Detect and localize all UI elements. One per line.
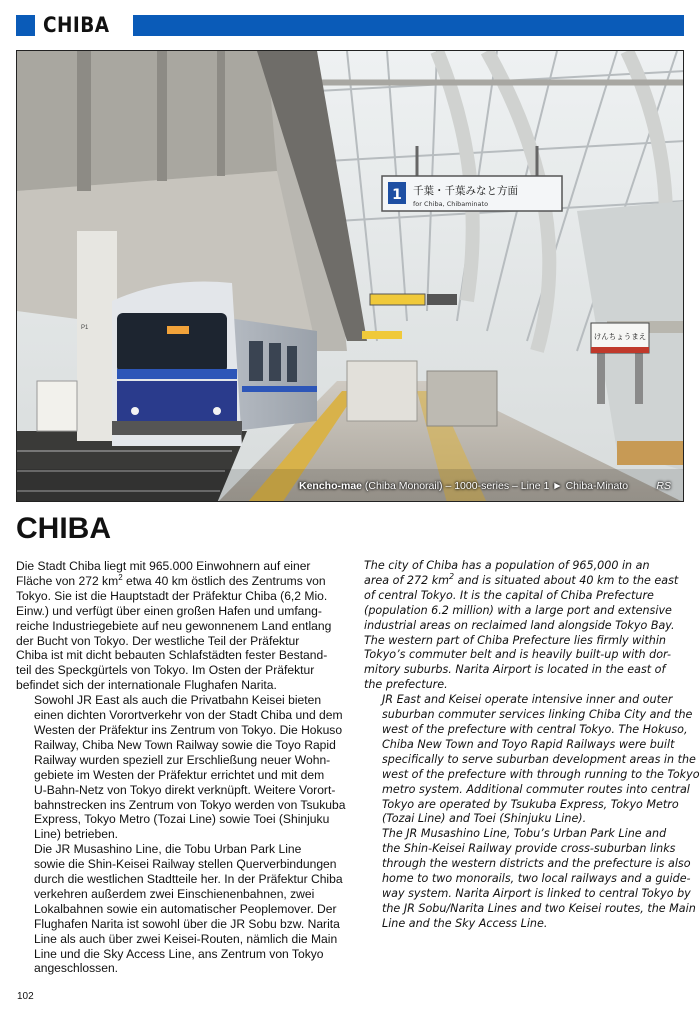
english-paragraph-2	[364, 693, 700, 827]
text-line: (population 6.2 million) with a large port and extensive	[364, 603, 672, 617]
sign-english: for Chiba, Chibaminato	[413, 200, 489, 208]
text-line: verkehren außerdem zwei Einschienenbahnen, zwei	[34, 886, 315, 901]
german-paragraph-1	[16, 559, 346, 693]
text-line: Einw.) und verfügt über einen großen Hafen und umfang-	[16, 603, 322, 618]
text-line: west of the prefecture with central Tokyo. The Hokuso,	[382, 722, 688, 736]
text-line: the Shin-Keisei Railway provide cross-suburban links	[382, 842, 676, 856]
text-line: durch die westlichen Stadtteile her. In der Präfektur Chiba	[34, 872, 343, 887]
german-paragraph-3	[16, 842, 346, 976]
header-square	[16, 15, 35, 36]
photo-credit: RS	[656, 480, 671, 492]
text-line: The city of Chiba has a population of 965,000 in an	[364, 559, 650, 572]
text-line: of central Tokyo. It is the capital of Chiba Prefecture	[364, 588, 654, 602]
text-line: through the western districts and the prefecture is also	[382, 857, 691, 871]
caption-station: Kencho-mae	[299, 480, 363, 492]
text-line: the JR Sobu/Narita Lines and two Keisei routes, the Main	[382, 901, 696, 915]
caption-details: (Chiba Monorail) – 1000-series – Line 1 ► Chiba-Minato	[362, 480, 629, 492]
platform-label: P1	[81, 325, 89, 331]
text-line: bahnstrecken ins Zentrum von Tokyo werden von Tsukuba	[34, 797, 346, 812]
text-line: Lokalbahnen sowie ein automatischer Peoplemover. Der	[34, 901, 337, 916]
text-line: specifically to serve suburban development areas in the	[382, 752, 696, 766]
text-line: Flughafen Narita ist sowohl über die JR Sobu bzw. Narita	[34, 916, 340, 931]
text-line: befindet sich der internationale Flughafen Narita.	[16, 678, 277, 693]
text-line: U-Bahn-Netz von Tokyo direkt verknüpft. Weitere Vorort-	[34, 782, 336, 797]
station-photo	[16, 50, 684, 502]
text-line: Die Stadt Chiba liegt mit 965.000 Einwohnern auf einer	[16, 559, 311, 573]
text-line: the prefecture.	[364, 678, 448, 692]
text-line: The western part of Chiba Prefecture lies firmly within	[364, 633, 666, 647]
text-line: gebiete im Westen der Präfektur errichtet und mit dem	[34, 767, 325, 782]
text-line: home to two monorails, two local railways and a guide-	[382, 872, 691, 886]
text-line: der Bucht von Tokyo. Der westliche Teil der Präfektur	[16, 633, 300, 648]
text-line: Express, Tokyo Metro (Tozai Line) sowie Toei (Shinjuku	[34, 812, 330, 827]
english-column	[364, 559, 700, 932]
text-line: suburban commuter services linking Chiba City and the	[382, 708, 693, 722]
section-title: CHIBA	[43, 13, 110, 37]
text-line: Line als auch über zwei Keisei-Routen, nämlich die Main	[34, 931, 338, 946]
text-line: angeschlossen.	[34, 961, 119, 976]
text-line: reiche Industriegebiete auf neu gewonnenem Land entlang	[16, 618, 332, 633]
text-line: west of the prefecture with through running to the Tokyo	[382, 767, 700, 781]
page-number: 102	[17, 991, 34, 1002]
german-column	[16, 559, 346, 976]
station-name-japanese: けんちょうまえ	[593, 332, 647, 341]
photo-caption	[299, 480, 628, 492]
text-line: teil des Speckgürtels von Tokyo. Im Osten der Präfektur	[16, 663, 315, 678]
text-line: mitory suburbs. Narita Airport is located in the east of	[364, 663, 666, 677]
text-line: metro system. Additional commuter routes into central	[382, 782, 690, 796]
article-heading: CHIBA	[16, 512, 111, 545]
text-line: sowie die Shin-Keisei Railway stellen Querverbindungen	[34, 857, 337, 872]
text-line: The JR Musashino Line, Tobu’s Urban Park Line and	[382, 827, 667, 841]
text-line: Line and the Sky Access Line.	[382, 916, 548, 930]
text-line: way system. Narita Airport is linked to central Tokyo by	[382, 886, 691, 900]
text-line: Tokyo are operated by Tsukuba Express, Tokyo Metro	[382, 797, 679, 811]
header-bar	[133, 15, 684, 36]
text-line: Line) betrieben.	[34, 827, 119, 842]
german-paragraph-2	[16, 693, 346, 842]
text-line: Chiba ist mit dicht bebauten Schlafstädten fester Bestand-	[16, 648, 328, 663]
text-line: JR East and Keisei operate intensive inner and outer	[382, 693, 673, 707]
text-line: Sowohl JR East als auch die Privatbahn Keisei bieten	[34, 693, 322, 708]
text-line: Tokyo’s commuter belt and is heavily built-up with dor-	[364, 648, 672, 662]
sign-japanese: 千葉・千葉みなと方面	[413, 185, 518, 197]
photo-illustration	[17, 51, 684, 502]
text-line: Westen der Präfektur ins Zentrum von Tokyo. Die Hokuso	[34, 722, 343, 737]
text-line: Fläche von 272 $km^2$ etwa 40 km östlich des Zentrums von	[16, 572, 326, 588]
text-line: Chiba New Town and Toyo Rapid Railways were built	[382, 737, 675, 751]
text-line: (Tozai Line) and Toei (Shinjuku Line).	[382, 812, 587, 826]
text-line: Die JR Musashino Line, die Tobu Urban Park Line	[34, 842, 302, 857]
text-line: Railway, Chiba New Town Railway sowie die Toyo Rapid	[34, 737, 336, 752]
text-line: area of 272 $km^2$ and is situated about 40 km to the east	[364, 571, 679, 587]
text-line: Tokyo. Sie ist die Hauptstadt der Präfektur Chiba (6,2 Mio.	[16, 588, 328, 603]
section-header	[16, 15, 684, 36]
text-line: einen dichten Vorortverkehr von der Stadt Chiba und dem	[34, 708, 343, 723]
text-line: industrial areas on reclaimed land alongside Tokyo Bay.	[364, 618, 675, 632]
english-paragraph-3	[364, 827, 696, 931]
sign-number: 1	[392, 187, 402, 203]
english-paragraph-1	[364, 559, 686, 693]
text-line: Line und die Sky Access Line, ans Zentrum von Tokyo	[34, 946, 324, 961]
text-line: Railway wurden speziell zur Erschließung neuer Wohn-	[34, 752, 331, 767]
